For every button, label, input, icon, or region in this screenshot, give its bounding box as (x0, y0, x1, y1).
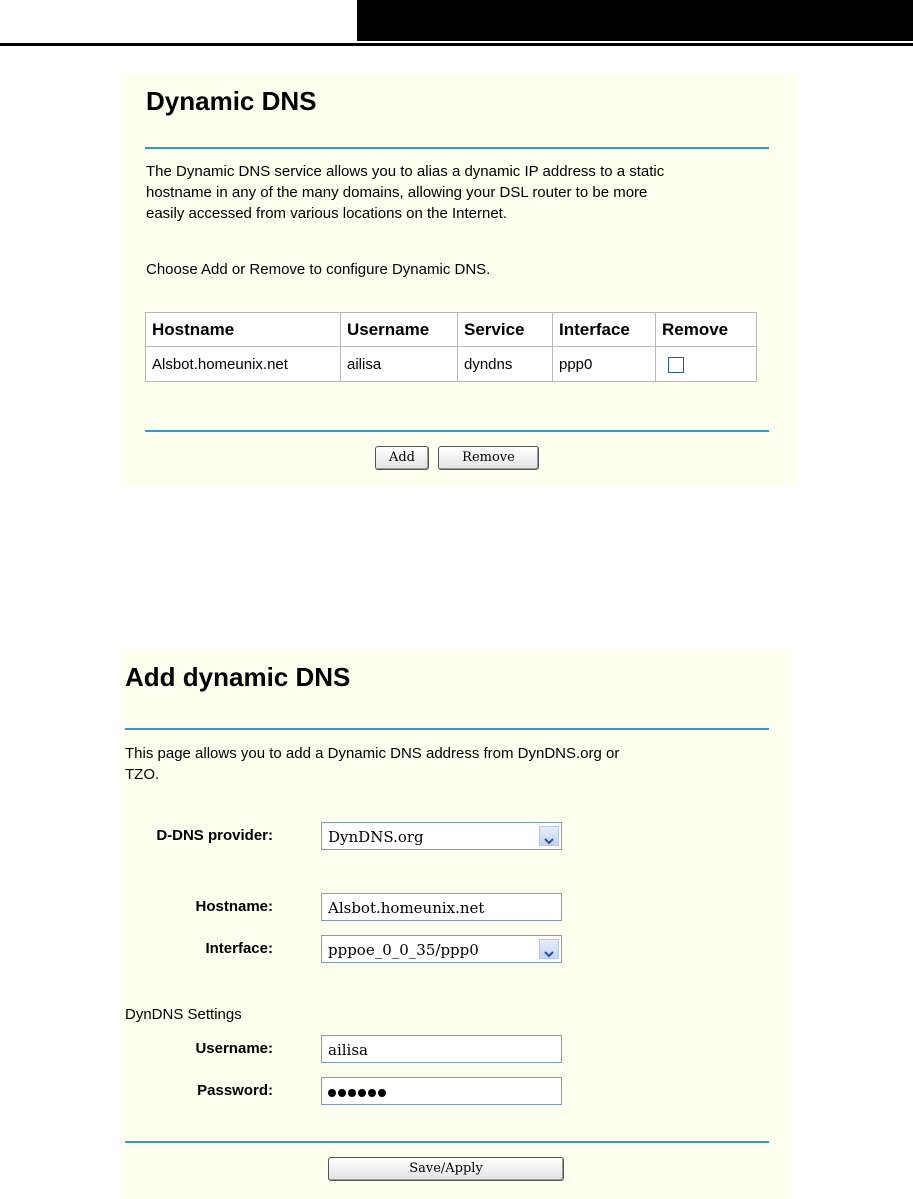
page-title: Add dynamic DNS (125, 662, 351, 692)
remove-button[interactable]: Remove (438, 446, 539, 470)
password-dot (368, 1089, 376, 1097)
interface-select-value: pppoe_0_0_35/ppp0 (328, 941, 479, 959)
add-button[interactable]: Add (375, 446, 429, 470)
table-row (146, 347, 757, 382)
password-dot (338, 1089, 346, 1097)
password-dot (348, 1089, 356, 1097)
provider-select[interactable] (321, 822, 562, 850)
username-label: Username: (195, 1040, 273, 1057)
header-bar (357, 0, 913, 41)
password-dot (328, 1089, 336, 1097)
column-header-service: Service (458, 313, 553, 347)
description-line: This page allows you to add a Dynamic DNS address from DynDNS.org or (125, 745, 620, 762)
description-line: hostname in any of the many domains, allowing your DSL router to be more (146, 184, 648, 201)
cell-username: ailisa (341, 347, 458, 382)
interface-label: Interface: (205, 940, 273, 957)
description (125, 743, 619, 785)
password-dot (358, 1089, 366, 1097)
interface-select[interactable] (321, 935, 562, 963)
divider (125, 728, 769, 730)
add-dynamic-dns-panel (119, 647, 792, 1199)
chevron-down-icon[interactable] (539, 939, 559, 959)
dynamic-dns-panel (119, 74, 797, 486)
provider-label: D-DNS provider: (156, 827, 273, 844)
instruction-text: Choose Add or Remove to configure Dynamic DNS. (146, 261, 491, 278)
column-header-remove: Remove (656, 313, 757, 347)
provider-select-value: DynDNS.org (328, 828, 424, 846)
hostname-input[interactable]: Alsbot.homeunix.net (321, 893, 562, 921)
password-dot (378, 1089, 386, 1097)
cell-hostname: Alsbot.homeunix.net (146, 347, 341, 382)
password-mask (328, 1083, 388, 1101)
chevron-down-icon[interactable] (539, 826, 559, 846)
description-line: TZO. (125, 766, 160, 783)
divider (125, 1141, 769, 1143)
divider (145, 147, 769, 149)
password-input[interactable] (321, 1077, 562, 1105)
table-header-row (146, 313, 757, 347)
save-apply-button[interactable]: Save/Apply (328, 1157, 564, 1181)
column-header-username: Username (341, 313, 458, 347)
username-input[interactable]: ailisa (321, 1035, 562, 1063)
dns-table (145, 312, 757, 382)
cell-interface: ppp0 (553, 347, 656, 382)
column-header-interface: Interface (553, 313, 656, 347)
column-header-hostname: Hostname (146, 313, 341, 347)
header-rule (0, 43, 913, 46)
page-title: Dynamic DNS (146, 86, 317, 116)
settings-heading: DynDNS Settings (125, 1006, 242, 1023)
cell-remove (656, 347, 757, 382)
description (146, 161, 664, 224)
description-line: easily accessed from various locations on the Internet. (146, 205, 508, 222)
description-line: The Dynamic DNS service allows you to alias a dynamic IP address to a static (146, 163, 665, 180)
password-label: Password: (197, 1082, 273, 1099)
hostname-label: Hostname: (195, 898, 273, 915)
divider (145, 430, 769, 432)
cell-service: dyndns (458, 347, 553, 382)
remove-checkbox[interactable] (668, 357, 684, 373)
